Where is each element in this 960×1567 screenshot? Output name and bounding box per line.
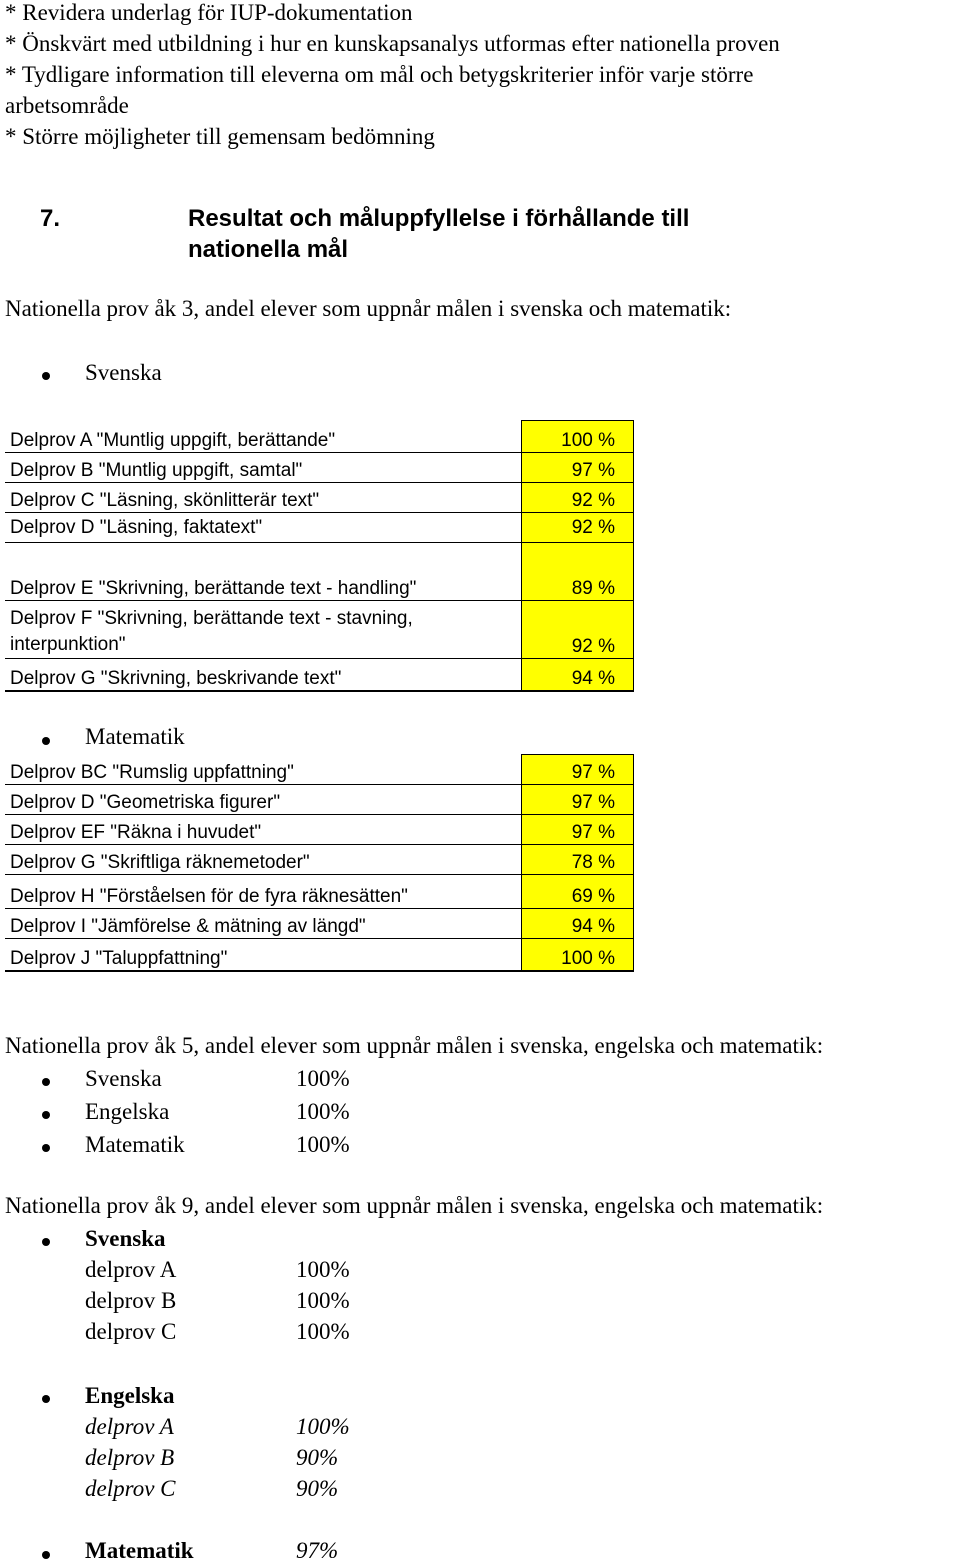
row-label: Delprov G "Skriftliga räknemetoder" xyxy=(5,845,522,875)
row-value: 94 % xyxy=(522,909,634,939)
bullet-dot xyxy=(42,372,50,380)
bullet-dot xyxy=(42,1395,50,1403)
table-row xyxy=(5,939,634,971)
bullet-dot xyxy=(42,1078,50,1086)
row-label: Delprov G "Skrivning, beskrivande text" xyxy=(5,659,522,691)
ak5-lead: Nationella prov åk 5, andel elever som uppnår målen i svenska, engelska och matematik: xyxy=(5,1033,824,1058)
row-value: 97 % xyxy=(522,755,634,785)
row-value: 78 % xyxy=(522,845,634,875)
row-value: 97 % xyxy=(522,785,634,815)
row-label-line-1: Delprov F "Skrivning, berättande text - stavning, xyxy=(10,608,413,629)
ak5-value: 100% xyxy=(296,1132,350,1157)
row-label: Delprov D "Geometriska figurer" xyxy=(5,785,522,815)
ak3-lead: Nationella prov åk 3, andel elever som uppnår målen i svenska och matematik: xyxy=(5,296,732,321)
row-value: 97 % xyxy=(522,815,634,845)
table-row xyxy=(5,601,634,659)
table-row xyxy=(5,815,634,845)
intro-line-1: * Revidera underlag för IUP-dokumentation xyxy=(5,0,413,25)
row-value: 100 % xyxy=(522,939,634,971)
row-label: Delprov EF "Räkna i huvudet" xyxy=(5,815,522,845)
row-label: Delprov H "Förståelsen för de fyra räknesätten" xyxy=(5,875,522,909)
row-label: Delprov BC "Rumslig uppfattning" xyxy=(5,755,522,785)
ak9-engelska-value: 100% xyxy=(296,1414,350,1439)
row-value: 94 % xyxy=(522,659,634,691)
ak9-svenska-value: 100% xyxy=(296,1319,350,1344)
row-value: 92 % xyxy=(522,513,634,543)
ak9-svenska-value: 100% xyxy=(296,1257,350,1282)
bullet-dot xyxy=(42,1144,50,1152)
ak9-svenska-value: 100% xyxy=(296,1288,350,1313)
ak5-subject: Matematik xyxy=(85,1132,185,1157)
table-row xyxy=(5,909,634,939)
table-row xyxy=(5,453,634,483)
ak9-matematik-value: 97% xyxy=(296,1538,339,1563)
ak3-svenska-title: Svenska xyxy=(85,360,162,385)
ak9-engelska-value: 90% xyxy=(296,1445,339,1470)
row-value: 100 % xyxy=(522,421,634,453)
ak9-engelska-label: delprov A xyxy=(85,1414,174,1439)
intro-line-4: arbetsområde xyxy=(5,93,129,118)
table-row xyxy=(5,543,634,601)
row-label: Delprov J "Taluppfattning" xyxy=(5,939,522,971)
ak9-svenska-title: Svenska xyxy=(85,1226,166,1251)
table-row xyxy=(5,421,634,453)
row-label: Delprov B "Muntlig uppgift, samtal" xyxy=(5,453,522,483)
ak5-value: 100% xyxy=(296,1066,350,1091)
row-value: 89 % xyxy=(522,543,634,601)
ak3-matematik-title: Matematik xyxy=(85,724,185,749)
ak5-subject: Svenska xyxy=(85,1066,162,1091)
ak9-svenska-label: delprov A xyxy=(85,1257,177,1282)
table-row xyxy=(5,845,634,875)
ak3-svenska-table xyxy=(5,420,634,692)
bullet-dot xyxy=(42,1238,50,1246)
row-value: 69 % xyxy=(522,875,634,909)
ak9-matematik-title: Matematik xyxy=(85,1538,194,1563)
ak9-engelska-value: 90% xyxy=(296,1476,339,1501)
bullet-dot xyxy=(42,1551,50,1559)
intro-line-2: * Önskvärt med utbildning i hur en kunskapsanalys utformas efter nationella proven xyxy=(5,31,780,56)
section-title-line-1: Resultat och måluppfyllelse i förhållande till xyxy=(188,205,690,232)
table-row xyxy=(5,785,634,815)
ak9-engelska-title: Engelska xyxy=(85,1383,175,1408)
table-row xyxy=(5,755,634,785)
row-label xyxy=(5,601,522,659)
bullet-dot xyxy=(42,737,50,745)
ak9-lead: Nationella prov åk 9, andel elever som uppnår målen i svenska, engelska och matematik: xyxy=(5,1193,824,1218)
intro-line-3: * Tydligare information till eleverna om mål och betygskriterier inför varje större xyxy=(5,62,754,87)
row-label-line-2: interpunktion" xyxy=(10,634,126,655)
table-row xyxy=(5,513,634,543)
row-label: Delprov E "Skrivning, berättande text - handling" xyxy=(5,543,522,601)
row-label: Delprov C "Läsning, skönlitterär text" xyxy=(5,483,522,513)
ak9-engelska-label: delprov C xyxy=(85,1476,176,1501)
row-value: 92 % xyxy=(522,601,634,659)
ak9-engelska-label: delprov B xyxy=(85,1445,175,1470)
ak9-svenska-label: delprov C xyxy=(85,1319,177,1344)
ak3-matematik-table xyxy=(5,754,634,972)
row-label: Delprov A "Muntlig uppgift, berättande" xyxy=(5,421,522,453)
table-row xyxy=(5,483,634,513)
ak5-subject: Engelska xyxy=(85,1099,170,1124)
table-row xyxy=(5,659,634,691)
bullet-dot xyxy=(42,1111,50,1119)
section-title-line-2: nationella mål xyxy=(188,236,349,263)
row-label: Delprov D "Läsning, faktatext" xyxy=(5,513,522,543)
table-row xyxy=(5,875,634,909)
row-value: 97 % xyxy=(522,453,634,483)
section-number: 7. xyxy=(40,205,61,232)
ak9-svenska-label: delprov B xyxy=(85,1288,177,1313)
row-value: 92 % xyxy=(522,483,634,513)
row-label: Delprov I "Jämförelse & mätning av längd" xyxy=(5,909,522,939)
ak5-value: 100% xyxy=(296,1099,350,1124)
intro-line-5: * Större möjligheter till gemensam bedömning xyxy=(5,124,435,149)
